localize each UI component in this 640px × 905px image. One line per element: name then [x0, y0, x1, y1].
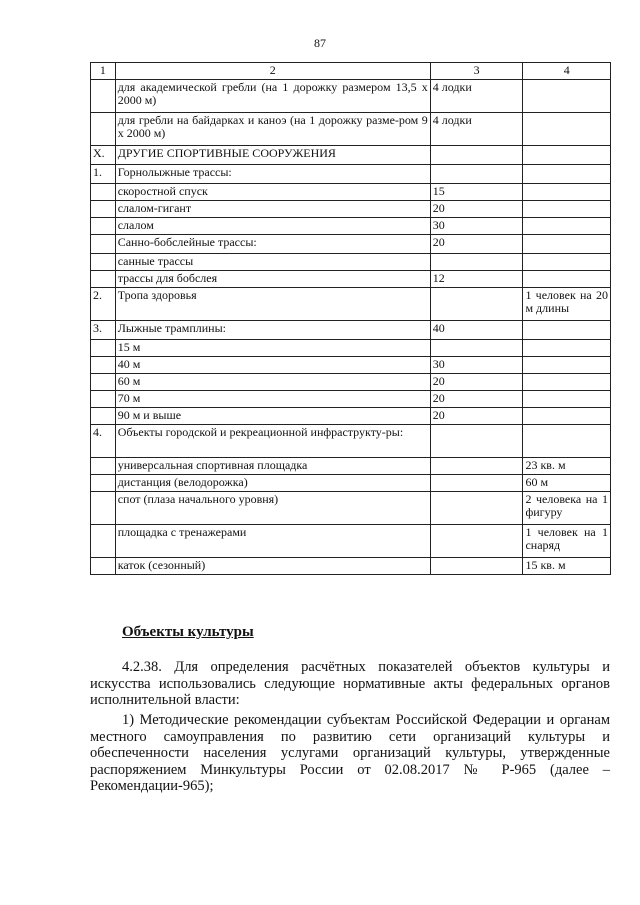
table-row	[91, 374, 611, 391]
header-col-1: 1	[91, 63, 116, 80]
row-name: площадка с тренажерами	[115, 525, 430, 558]
row-val3	[430, 558, 523, 575]
row-num	[91, 254, 116, 271]
row-val3: 30	[430, 357, 523, 374]
table-header-row	[91, 63, 611, 80]
row-name: слалом	[115, 218, 430, 235]
row-name: спот (плаза начального уровня)	[115, 492, 430, 525]
table-row	[91, 492, 611, 525]
row-val3: 30	[430, 218, 523, 235]
row-val4: 60 м	[523, 475, 611, 492]
row-val3: 20	[430, 391, 523, 408]
row-num	[91, 201, 116, 218]
table-row	[91, 321, 611, 340]
row-val4: 1 человек на 20 м длины	[523, 288, 611, 321]
row-num	[91, 113, 116, 146]
table-row	[91, 558, 611, 575]
row-val4	[523, 113, 611, 146]
table-row	[91, 288, 611, 321]
row-val4	[523, 391, 611, 408]
row-val4	[523, 201, 611, 218]
table-row	[91, 218, 611, 235]
row-num	[91, 218, 116, 235]
row-num	[91, 458, 116, 475]
row-name: слалом-гигант	[115, 201, 430, 218]
row-val3	[430, 492, 523, 525]
row-name: Тропа здоровья	[115, 288, 430, 321]
row-val4	[523, 425, 611, 458]
row-name: 90 м и выше	[115, 408, 430, 425]
row-num	[91, 235, 116, 254]
table-row	[91, 254, 611, 271]
row-val3	[430, 458, 523, 475]
row-val4	[523, 374, 611, 391]
row-val3	[430, 165, 523, 184]
row-name: Санно-бобслейные трассы:	[115, 235, 430, 254]
row-val4	[523, 357, 611, 374]
row-num	[91, 271, 116, 288]
table-row	[91, 425, 611, 458]
row-val3	[430, 146, 523, 165]
row-val4	[523, 271, 611, 288]
row-name: 40 м	[115, 357, 430, 374]
page-number: 87	[314, 36, 326, 50]
row-num: 3.	[91, 321, 116, 340]
row-name: каток (сезонный)	[115, 558, 430, 575]
row-name: 15 м	[115, 340, 430, 357]
section-title: Объекты культуры	[122, 624, 254, 640]
row-num	[91, 475, 116, 492]
table-row	[91, 201, 611, 218]
table-row	[91, 458, 611, 475]
row-num	[91, 525, 116, 558]
row-val3	[430, 525, 523, 558]
row-val4: 2 человека на 1 фигуру	[523, 492, 611, 525]
row-name: Объекты городской и рекреационной инфраструкту-ры:	[115, 425, 430, 458]
row-num	[91, 340, 116, 357]
row-num	[91, 374, 116, 391]
row-val3: 15	[430, 184, 523, 201]
row-num	[91, 184, 116, 201]
row-val3: 20	[430, 408, 523, 425]
row-val4	[523, 321, 611, 340]
row-val3	[430, 340, 523, 357]
row-val3: 20	[430, 201, 523, 218]
row-name: скоростной спуск	[115, 184, 430, 201]
row-val3: 4 лодки	[430, 113, 523, 146]
header-col-4: 4	[523, 63, 611, 80]
row-val4	[523, 146, 611, 165]
row-num	[91, 492, 116, 525]
row-num	[91, 80, 116, 113]
row-name: ДРУГИЕ СПОРТИВНЫЕ СООРУЖЕНИЯ	[115, 146, 430, 165]
row-val4	[523, 80, 611, 113]
table-row	[91, 357, 611, 374]
paragraph-2: 1) Методические рекомендации субъектам Российской Федерации и органам местного самоуправления по развитию сети организаций культуры и обеспеченности населения услугами организаций культуры, утвержденные распоряжением Минкультуры России от 02.08.2017 № Р-965 (далее – Рекомендации-965);	[90, 712, 610, 794]
row-val4	[523, 408, 611, 425]
table-row	[91, 525, 611, 558]
row-name: для гребли на байдарках и каноэ (на 1 дорожку разме-ром 9 х 2000 м)	[115, 113, 430, 146]
header-col-3: 3	[430, 63, 523, 80]
row-num: 2.	[91, 288, 116, 321]
paragraph-1: 4.2.38. Для определения расчётных показателей объектов культуры и искусства использовались следующие нормативные акты федеральных органов исполнительной власти:	[90, 659, 610, 708]
row-val3: 20	[430, 235, 523, 254]
row-val4: 15 кв. м	[523, 558, 611, 575]
table-row	[91, 340, 611, 357]
row-val4	[523, 254, 611, 271]
header-col-2: 2	[115, 63, 430, 80]
row-name: 70 м	[115, 391, 430, 408]
row-val4: 23 кв. м	[523, 458, 611, 475]
row-name: трассы для бобслея	[115, 271, 430, 288]
row-val4	[523, 218, 611, 235]
row-val4	[523, 235, 611, 254]
table-row	[91, 235, 611, 254]
table-row	[91, 408, 611, 425]
row-val3: 40	[430, 321, 523, 340]
table-row	[91, 184, 611, 201]
row-val3	[430, 475, 523, 492]
row-val4	[523, 340, 611, 357]
row-num: 4.	[91, 425, 116, 458]
row-val4	[523, 165, 611, 184]
row-val3	[430, 254, 523, 271]
row-name: санные трассы	[115, 254, 430, 271]
table-row	[91, 475, 611, 492]
row-num	[91, 357, 116, 374]
row-name: Горнолыжные трассы:	[115, 165, 430, 184]
row-name: Лыжные трамплины:	[115, 321, 430, 340]
row-num: X.	[91, 146, 116, 165]
row-num	[91, 391, 116, 408]
row-val4	[523, 184, 611, 201]
table-row	[91, 271, 611, 288]
table-row	[91, 146, 611, 165]
row-name: универсальная спортивная площадка	[115, 458, 430, 475]
row-val4: 1 человек на 1 снаряд	[523, 525, 611, 558]
table-row	[91, 165, 611, 184]
row-val3: 20	[430, 374, 523, 391]
row-name: дистанция (велодорожка)	[115, 475, 430, 492]
row-val3: 4 лодки	[430, 80, 523, 113]
row-num: 1.	[91, 165, 116, 184]
standards-table	[90, 62, 611, 575]
row-val3	[430, 425, 523, 458]
row-val3: 12	[430, 271, 523, 288]
row-num	[91, 558, 116, 575]
row-name: для академической гребли (на 1 дорожку размером 13,5 х 2000 м)	[115, 80, 430, 113]
table-row	[91, 391, 611, 408]
row-val3	[430, 288, 523, 321]
table-row	[91, 80, 611, 113]
row-num	[91, 408, 116, 425]
table-row	[91, 113, 611, 146]
row-name: 60 м	[115, 374, 430, 391]
